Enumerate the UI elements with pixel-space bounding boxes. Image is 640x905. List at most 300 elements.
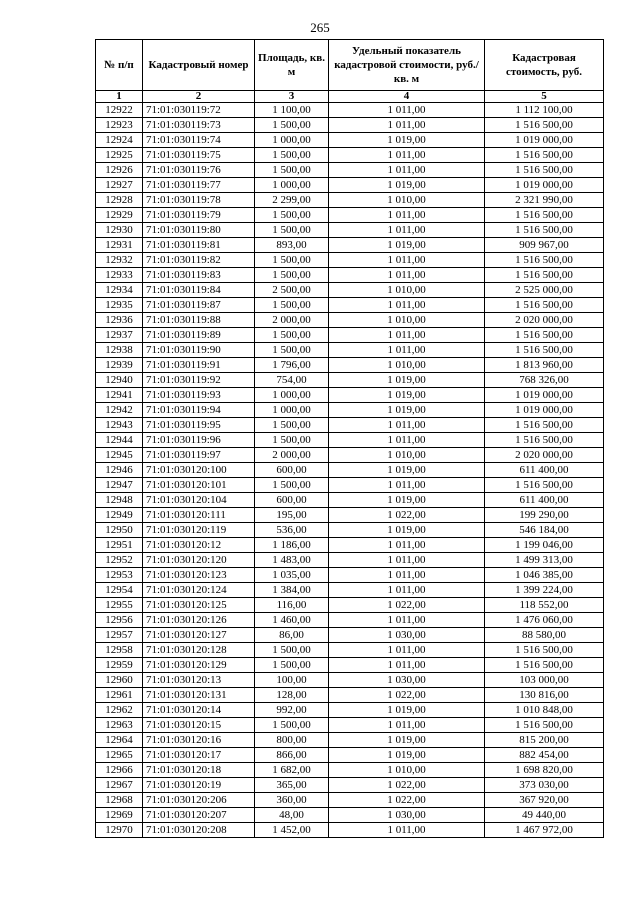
cadastral-value-cell: 1 019 000,00 (485, 178, 604, 193)
cadastral-number-cell: 71:01:030119:78 (143, 193, 255, 208)
unit-value-cell: 1 022,00 (329, 793, 485, 808)
unit-value-cell: 1 011,00 (329, 643, 485, 658)
area-cell: 800,00 (255, 733, 329, 748)
unit-value-cell: 1 030,00 (329, 808, 485, 823)
row-number-cell: 12942 (96, 403, 143, 418)
table-row (96, 148, 604, 163)
table-row (96, 313, 604, 328)
unit-value-cell: 1 019,00 (329, 403, 485, 418)
cadastral-value-cell: 1 516 500,00 (485, 433, 604, 448)
area-cell: 128,00 (255, 688, 329, 703)
unit-value-cell: 1 011,00 (329, 433, 485, 448)
area-cell: 600,00 (255, 463, 329, 478)
unit-value-cell: 1 011,00 (329, 718, 485, 733)
table-row (96, 208, 604, 223)
area-cell: 1 384,00 (255, 583, 329, 598)
row-number-cell: 12927 (96, 178, 143, 193)
row-number-cell: 12963 (96, 718, 143, 733)
cadastral-value-cell: 611 400,00 (485, 493, 604, 508)
row-number-cell: 12954 (96, 583, 143, 598)
row-number-cell: 12965 (96, 748, 143, 763)
cadastral-number-cell: 71:01:030120:123 (143, 568, 255, 583)
cadastral-value-cell: 546 184,00 (485, 523, 604, 538)
table-row (96, 343, 604, 358)
unit-value-cell: 1 019,00 (329, 388, 485, 403)
cadastral-value-cell: 103 000,00 (485, 673, 604, 688)
cadastral-number-cell: 71:01:030119:75 (143, 148, 255, 163)
table-row (96, 238, 604, 253)
cadastral-number-cell: 71:01:030120:119 (143, 523, 255, 538)
cadastral-number-cell: 71:01:030120:12 (143, 538, 255, 553)
area-cell: 1 186,00 (255, 538, 329, 553)
area-cell: 1 000,00 (255, 133, 329, 148)
column-number: 2 (143, 91, 255, 103)
row-number-cell: 12925 (96, 148, 143, 163)
cadastral-value-cell: 1 019 000,00 (485, 403, 604, 418)
cadastral-value-cell: 199 290,00 (485, 508, 604, 523)
unit-value-cell: 1 011,00 (329, 343, 485, 358)
cadastral-number-cell: 71:01:030119:91 (143, 358, 255, 373)
cadastral-value-cell: 1 516 500,00 (485, 223, 604, 238)
cadastral-value-cell: 118 552,00 (485, 598, 604, 613)
row-number-cell: 12951 (96, 538, 143, 553)
table-row (96, 118, 604, 133)
row-number-cell: 12966 (96, 763, 143, 778)
table-column-numbers-row (96, 91, 604, 103)
area-cell: 1 682,00 (255, 763, 329, 778)
table-row (96, 748, 604, 763)
cadastral-number-cell: 71:01:030119:92 (143, 373, 255, 388)
unit-value-cell: 1 011,00 (329, 208, 485, 223)
area-cell: 2 000,00 (255, 313, 329, 328)
table-row (96, 613, 604, 628)
area-cell: 1 500,00 (255, 328, 329, 343)
unit-value-cell: 1 011,00 (329, 223, 485, 238)
column-number: 1 (96, 91, 143, 103)
unit-value-cell: 1 011,00 (329, 118, 485, 133)
cadastral-value-cell: 1 010 848,00 (485, 703, 604, 718)
cadastral-number-cell: 71:01:030119:88 (143, 313, 255, 328)
table-header-row (96, 40, 604, 91)
header-cadastral-value: Кадастровая стоимость, руб. (485, 40, 604, 91)
unit-value-cell: 1 010,00 (329, 193, 485, 208)
unit-value-cell: 1 022,00 (329, 598, 485, 613)
table-row (96, 433, 604, 448)
cadastral-value-cell: 1 516 500,00 (485, 298, 604, 313)
row-number-cell: 12970 (96, 823, 143, 838)
cadastral-number-cell: 71:01:030119:72 (143, 103, 255, 118)
row-number-cell: 12944 (96, 433, 143, 448)
table-row (96, 508, 604, 523)
cadastral-number-cell: 71:01:030119:73 (143, 118, 255, 133)
cadastral-number-cell: 71:01:030119:97 (143, 448, 255, 463)
cadastral-value-cell: 1 516 500,00 (485, 478, 604, 493)
cadastral-value-cell: 1 476 060,00 (485, 613, 604, 628)
area-cell: 1 100,00 (255, 103, 329, 118)
cadastral-value-cell: 1 499 313,00 (485, 553, 604, 568)
cadastral-value-cell: 1 516 500,00 (485, 118, 604, 133)
area-cell: 195,00 (255, 508, 329, 523)
unit-value-cell: 1 019,00 (329, 463, 485, 478)
cadastral-number-cell: 71:01:030120:13 (143, 673, 255, 688)
table-row (96, 373, 604, 388)
table-row (96, 283, 604, 298)
row-number-cell: 12924 (96, 133, 143, 148)
area-cell: 360,00 (255, 793, 329, 808)
cadastral-value-cell: 1 516 500,00 (485, 208, 604, 223)
table-row (96, 103, 604, 118)
table-row (96, 133, 604, 148)
table-row (96, 553, 604, 568)
cadastral-value-cell: 1 813 960,00 (485, 358, 604, 373)
unit-value-cell: 1 010,00 (329, 313, 485, 328)
cadastral-number-cell: 71:01:030119:95 (143, 418, 255, 433)
row-number-cell: 12945 (96, 448, 143, 463)
row-number-cell: 12933 (96, 268, 143, 283)
cadastral-value-cell: 1 516 500,00 (485, 268, 604, 283)
unit-value-cell: 1 022,00 (329, 688, 485, 703)
cadastral-number-cell: 71:01:030120:19 (143, 778, 255, 793)
cadastral-number-cell: 71:01:030120:125 (143, 598, 255, 613)
row-number-cell: 12930 (96, 223, 143, 238)
unit-value-cell: 1 011,00 (329, 658, 485, 673)
column-number: 5 (485, 91, 604, 103)
header-cadastral-number: Кадастровый номер (143, 40, 255, 91)
cadastral-number-cell: 71:01:030120:208 (143, 823, 255, 838)
row-number-cell: 12940 (96, 373, 143, 388)
cadastral-number-cell: 71:01:030120:131 (143, 688, 255, 703)
area-cell: 893,00 (255, 238, 329, 253)
table-row (96, 658, 604, 673)
area-cell: 1 500,00 (255, 163, 329, 178)
area-cell: 100,00 (255, 673, 329, 688)
unit-value-cell: 1 011,00 (329, 538, 485, 553)
cadastral-number-cell: 71:01:030119:89 (143, 328, 255, 343)
area-cell: 1 000,00 (255, 178, 329, 193)
cadastral-number-cell: 71:01:030120:129 (143, 658, 255, 673)
row-number-cell: 12943 (96, 418, 143, 433)
table-body (96, 103, 604, 838)
unit-value-cell: 1 019,00 (329, 748, 485, 763)
area-cell: 1 452,00 (255, 823, 329, 838)
table-row (96, 328, 604, 343)
row-number-cell: 12967 (96, 778, 143, 793)
cadastral-value-cell: 2 020 000,00 (485, 448, 604, 463)
row-number-cell: 12926 (96, 163, 143, 178)
area-cell: 1 500,00 (255, 718, 329, 733)
unit-value-cell: 1 011,00 (329, 553, 485, 568)
cadastral-value-cell: 1 516 500,00 (485, 253, 604, 268)
table-row (96, 388, 604, 403)
row-number-cell: 12953 (96, 568, 143, 583)
table-row (96, 478, 604, 493)
area-cell: 1 483,00 (255, 553, 329, 568)
area-cell: 1 500,00 (255, 418, 329, 433)
cadastral-value-cell: 1 019 000,00 (485, 388, 604, 403)
row-number-cell: 12952 (96, 553, 143, 568)
row-number-cell: 12964 (96, 733, 143, 748)
row-number-cell: 12932 (96, 253, 143, 268)
unit-value-cell: 1 011,00 (329, 583, 485, 598)
row-number-cell: 12962 (96, 703, 143, 718)
unit-value-cell: 1 019,00 (329, 703, 485, 718)
area-cell: 48,00 (255, 808, 329, 823)
table-row (96, 523, 604, 538)
row-number-cell: 12938 (96, 343, 143, 358)
row-number-cell: 12939 (96, 358, 143, 373)
area-cell: 1 500,00 (255, 253, 329, 268)
area-cell: 1 500,00 (255, 343, 329, 358)
cadastral-value-cell: 367 920,00 (485, 793, 604, 808)
table-row (96, 718, 604, 733)
area-cell: 1 500,00 (255, 643, 329, 658)
row-number-cell: 12950 (96, 523, 143, 538)
cadastral-number-cell: 71:01:030119:76 (143, 163, 255, 178)
cadastral-value-cell: 1 516 500,00 (485, 418, 604, 433)
cadastral-value-cell: 1 019 000,00 (485, 133, 604, 148)
cadastral-number-cell: 71:01:030120:17 (143, 748, 255, 763)
unit-value-cell: 1 019,00 (329, 178, 485, 193)
unit-value-cell: 1 011,00 (329, 418, 485, 433)
area-cell: 2 299,00 (255, 193, 329, 208)
cadastral-number-cell: 71:01:030120:16 (143, 733, 255, 748)
row-number-cell: 12956 (96, 613, 143, 628)
row-number-cell: 12960 (96, 673, 143, 688)
row-number-cell: 12937 (96, 328, 143, 343)
row-number-cell: 12929 (96, 208, 143, 223)
table-row (96, 763, 604, 778)
cadastral-number-cell: 71:01:030119:77 (143, 178, 255, 193)
area-cell: 1 500,00 (255, 148, 329, 163)
unit-value-cell: 1 011,00 (329, 823, 485, 838)
unit-value-cell: 1 011,00 (329, 163, 485, 178)
cadastral-value-cell: 815 200,00 (485, 733, 604, 748)
unit-value-cell: 1 022,00 (329, 508, 485, 523)
table-row (96, 733, 604, 748)
unit-value-cell: 1 011,00 (329, 148, 485, 163)
cadastral-value-cell: 1 698 820,00 (485, 763, 604, 778)
unit-value-cell: 1 010,00 (329, 448, 485, 463)
unit-value-cell: 1 011,00 (329, 328, 485, 343)
area-cell: 1 460,00 (255, 613, 329, 628)
cadastral-value-cell: 611 400,00 (485, 463, 604, 478)
cadastral-number-cell: 71:01:030120:14 (143, 703, 255, 718)
cadastral-value-cell: 1 516 500,00 (485, 658, 604, 673)
cadastral-number-cell: 71:01:030119:82 (143, 253, 255, 268)
table-row (96, 298, 604, 313)
cadastral-table (95, 39, 604, 838)
cadastral-number-cell: 71:01:030120:126 (143, 613, 255, 628)
cadastral-value-cell: 882 454,00 (485, 748, 604, 763)
area-cell: 1 000,00 (255, 388, 329, 403)
area-cell: 365,00 (255, 778, 329, 793)
cadastral-number-cell: 71:01:030119:83 (143, 268, 255, 283)
cadastral-value-cell: 1 516 500,00 (485, 163, 604, 178)
cadastral-value-cell: 1 399 224,00 (485, 583, 604, 598)
unit-value-cell: 1 019,00 (329, 523, 485, 538)
table-row (96, 643, 604, 658)
unit-value-cell: 1 030,00 (329, 628, 485, 643)
table-row (96, 808, 604, 823)
cadastral-number-cell: 71:01:030120:101 (143, 478, 255, 493)
area-cell: 1 035,00 (255, 568, 329, 583)
unit-value-cell: 1 011,00 (329, 253, 485, 268)
cadastral-number-cell: 71:01:030119:84 (143, 283, 255, 298)
area-cell: 2 000,00 (255, 448, 329, 463)
cadastral-number-cell: 71:01:030120:100 (143, 463, 255, 478)
unit-value-cell: 1 011,00 (329, 613, 485, 628)
unit-value-cell: 1 019,00 (329, 238, 485, 253)
cadastral-number-cell: 71:01:030120:15 (143, 718, 255, 733)
cadastral-number-cell: 71:01:030119:79 (143, 208, 255, 223)
area-cell: 992,00 (255, 703, 329, 718)
cadastral-value-cell: 1 467 972,00 (485, 823, 604, 838)
row-number-cell: 12935 (96, 298, 143, 313)
table-row (96, 463, 604, 478)
header-area: Площадь, кв. м (255, 40, 329, 91)
unit-value-cell: 1 010,00 (329, 763, 485, 778)
cadastral-value-cell: 1 516 500,00 (485, 718, 604, 733)
cadastral-number-cell: 71:01:030120:120 (143, 553, 255, 568)
unit-value-cell: 1 011,00 (329, 103, 485, 118)
table-row (96, 673, 604, 688)
table-row (96, 703, 604, 718)
area-cell: 1 500,00 (255, 298, 329, 313)
cadastral-number-cell: 71:01:030120:104 (143, 493, 255, 508)
table-row (96, 538, 604, 553)
unit-value-cell: 1 019,00 (329, 493, 485, 508)
row-number-cell: 12928 (96, 193, 143, 208)
cadastral-value-cell: 130 816,00 (485, 688, 604, 703)
row-number-cell: 12922 (96, 103, 143, 118)
page-number: 265 (310, 20, 330, 35)
cadastral-value-cell: 1 199 046,00 (485, 538, 604, 553)
cadastral-number-cell: 71:01:030119:90 (143, 343, 255, 358)
row-number-cell: 12947 (96, 478, 143, 493)
cadastral-number-cell: 71:01:030120:111 (143, 508, 255, 523)
table-row (96, 688, 604, 703)
cadastral-number-cell: 71:01:030120:128 (143, 643, 255, 658)
cadastral-value-cell: 1 046 385,00 (485, 568, 604, 583)
area-cell: 1 500,00 (255, 208, 329, 223)
row-number-cell: 12941 (96, 388, 143, 403)
cadastral-value-cell: 49 440,00 (485, 808, 604, 823)
area-cell: 536,00 (255, 523, 329, 538)
table-row (96, 598, 604, 613)
area-cell: 1 500,00 (255, 118, 329, 133)
cadastral-value-cell: 1 112 100,00 (485, 103, 604, 118)
table-row (96, 268, 604, 283)
unit-value-cell: 1 010,00 (329, 358, 485, 373)
cadastral-number-cell: 71:01:030119:81 (143, 238, 255, 253)
table-row (96, 358, 604, 373)
row-number-cell: 12949 (96, 508, 143, 523)
row-number-cell: 12948 (96, 493, 143, 508)
row-number-cell: 12958 (96, 643, 143, 658)
unit-value-cell: 1 011,00 (329, 478, 485, 493)
table-row (96, 163, 604, 178)
row-number-cell: 12959 (96, 658, 143, 673)
unit-value-cell: 1 022,00 (329, 778, 485, 793)
area-cell: 1 000,00 (255, 403, 329, 418)
table-row (96, 583, 604, 598)
area-cell: 1 500,00 (255, 658, 329, 673)
row-number-cell: 12946 (96, 463, 143, 478)
area-cell: 116,00 (255, 598, 329, 613)
cadastral-number-cell: 71:01:030120:127 (143, 628, 255, 643)
unit-value-cell: 1 011,00 (329, 298, 485, 313)
cadastral-number-cell: 71:01:030119:80 (143, 223, 255, 238)
cadastral-value-cell: 373 030,00 (485, 778, 604, 793)
table-row (96, 568, 604, 583)
cadastral-value-cell: 1 516 500,00 (485, 328, 604, 343)
area-cell: 1 500,00 (255, 478, 329, 493)
cadastral-number-cell: 71:01:030120:206 (143, 793, 255, 808)
row-number-cell: 12957 (96, 628, 143, 643)
unit-value-cell: 1 019,00 (329, 373, 485, 388)
column-number: 3 (255, 91, 329, 103)
table-row (96, 418, 604, 433)
row-number-cell: 12968 (96, 793, 143, 808)
cadastral-value-cell: 2 321 990,00 (485, 193, 604, 208)
column-number: 4 (329, 91, 485, 103)
cadastral-number-cell: 71:01:030120:207 (143, 808, 255, 823)
unit-value-cell: 1 011,00 (329, 268, 485, 283)
unit-value-cell: 1 011,00 (329, 568, 485, 583)
cadastral-number-cell: 71:01:030119:87 (143, 298, 255, 313)
unit-value-cell: 1 010,00 (329, 283, 485, 298)
table-row (96, 628, 604, 643)
area-cell: 754,00 (255, 373, 329, 388)
header-unit-value: Удельный показатель кадастровой стоимости, руб./кв. м (329, 40, 485, 91)
row-number-cell: 12955 (96, 598, 143, 613)
row-number-cell: 12969 (96, 808, 143, 823)
table-row (96, 493, 604, 508)
area-cell: 1 796,00 (255, 358, 329, 373)
area-cell: 600,00 (255, 493, 329, 508)
unit-value-cell: 1 019,00 (329, 733, 485, 748)
table-row (96, 178, 604, 193)
table-row (96, 403, 604, 418)
row-number-cell: 12931 (96, 238, 143, 253)
row-number-cell: 12934 (96, 283, 143, 298)
table-row (96, 778, 604, 793)
unit-value-cell: 1 030,00 (329, 673, 485, 688)
area-cell: 1 500,00 (255, 223, 329, 238)
cadastral-value-cell: 1 516 500,00 (485, 343, 604, 358)
unit-value-cell: 1 019,00 (329, 133, 485, 148)
area-cell: 1 500,00 (255, 433, 329, 448)
cadastral-number-cell: 71:01:030120:124 (143, 583, 255, 598)
table-row (96, 253, 604, 268)
cadastral-number-cell: 71:01:030119:74 (143, 133, 255, 148)
area-cell: 86,00 (255, 628, 329, 643)
table-row (96, 448, 604, 463)
cadastral-value-cell: 2 020 000,00 (485, 313, 604, 328)
cadastral-number-cell: 71:01:030119:93 (143, 388, 255, 403)
table-row (96, 793, 604, 808)
cadastral-value-cell: 88 580,00 (485, 628, 604, 643)
row-number-cell: 12923 (96, 118, 143, 133)
table-row (96, 823, 604, 838)
cadastral-value-cell: 768 326,00 (485, 373, 604, 388)
area-cell: 2 500,00 (255, 283, 329, 298)
row-number-cell: 12961 (96, 688, 143, 703)
row-number-cell: 12936 (96, 313, 143, 328)
cadastral-value-cell: 1 516 500,00 (485, 643, 604, 658)
header-row-number: № п/п (96, 40, 143, 91)
cadastral-value-cell: 1 516 500,00 (485, 148, 604, 163)
